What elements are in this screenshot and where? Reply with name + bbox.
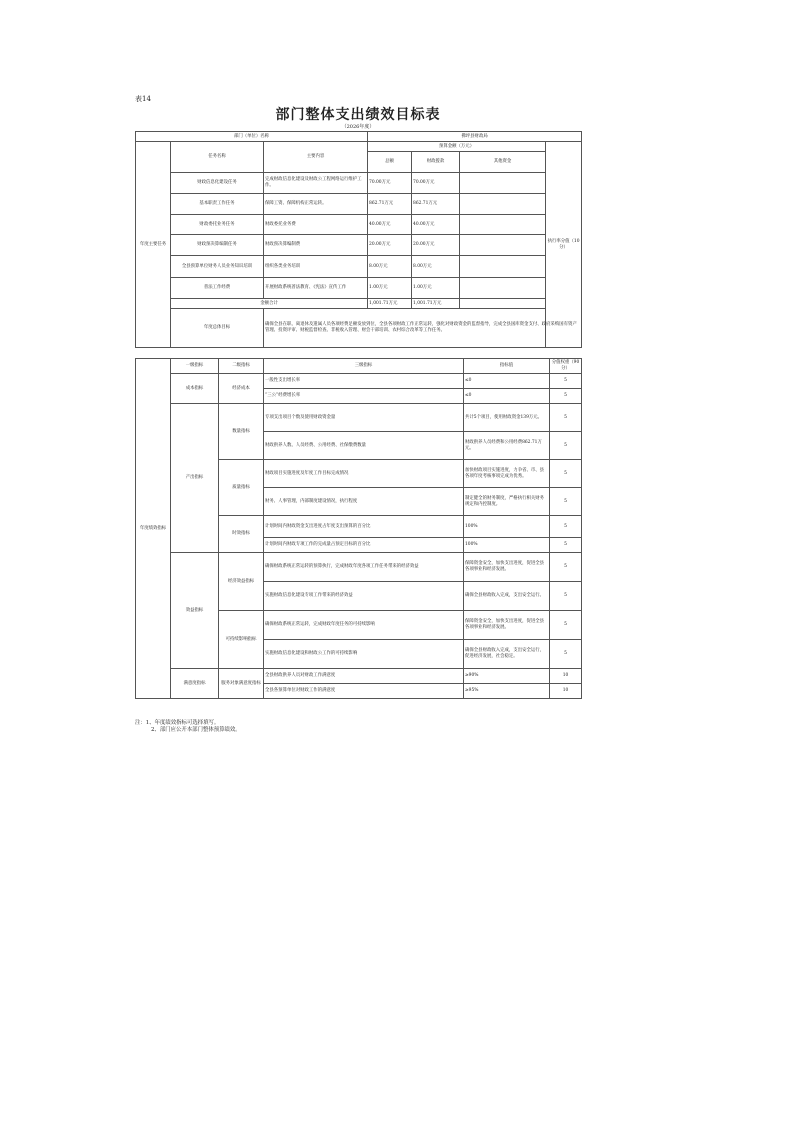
indicator-l3: 确保财政系统正常运转的预算执行，完成财政年度各项工作任务带来的经济效益 [264,553,464,582]
indicator-l3: 实施财政信息化建设专项工作带来的经济效益 [264,582,464,611]
goal-text: 确保全县在职、离退休及遗属人员各项经费足额发放到位，全县各项财政工作正常运转，强化对财政资金的监督指导，完成全县国库资金支付、政府采购国有资产管理、投资评审、财税监督检查、非税收入管理、财会干部培训、农村综合改革等工作任务。 [264,309,582,348]
task-total: 1.00万元 [368,278,412,299]
task-row [136,235,582,256]
dept-label: 部门（单位）名称 [136,132,368,142]
indicator-weight: 5 [550,611,582,640]
task-name: 财政信息化建设任务 [171,173,264,194]
page-title: 部门整体支出绩效目标表 [275,107,441,123]
indicator-value: 保障资金安全，加快支出进度，促进全县各项事业和经济发展。 [464,611,550,640]
task-other [460,235,546,256]
indicator-value: ≥90% [464,669,550,684]
sum-total: 1,001.71万元 [368,299,412,309]
budget-header: 预算金额（万元） [368,142,546,152]
footnotes [135,720,241,734]
indicator-value: 制定健全的财务制度，严格执行相关财务规定和内控制度。 [464,488,550,516]
header-level3: 三级指标 [264,359,464,374]
table-row [136,553,582,582]
header-level2: 二级指标 [219,359,264,374]
service-satisfaction-indicator: 服务对象满意度指标 [219,669,264,699]
indicator-weight: 5 [550,460,582,488]
indicator-value: 100% [464,516,550,538]
dept-value: 佛坪县财政局 [368,132,582,142]
indicator-l3: 计划时间内财政专项工作的完成量占预定目标的百分比 [264,538,464,553]
indicator-value: ≤0 [464,389,550,404]
task-name: 全县预算单位财务人员业务知识培训 [171,256,264,278]
task-name: 财政预决算编制任务 [171,235,264,256]
indicator-value: 100% [464,538,550,553]
task-other [460,278,546,299]
indicator-value: 确保全县财政收入完成，支出安全运行。 [464,582,550,611]
year-label: （2026年度） [341,124,375,130]
task-name: 普法工作经费 [171,278,264,299]
indicator-l3: 实施财政信息化建设和财政公工作的可持续影响 [264,640,464,669]
output-indicator: 产出指标 [171,404,219,553]
task-fiscal: 8.00万元 [412,256,460,278]
indicator-weight: 5 [550,553,582,582]
exec-rate-score: 执行率分值（10分） [546,142,582,348]
indicator-value: ≤0 [464,374,550,389]
sum-row [136,299,582,309]
task-fiscal: 1.00万元 [412,278,460,299]
indicator-value: 财政供养人员经费和公用经费862.71万元。 [464,432,550,460]
timeliness-indicator: 时效指标 [219,516,264,553]
indicator-weight: 5 [550,389,582,404]
indicator-value: 确保全县财政收入完成，支出安全运行，促进经济发展，社会稳定。 [464,640,550,669]
task-fiscal: 20.00万元 [412,235,460,256]
task-total: 20.00万元 [368,235,412,256]
indicator-l3: 财政项目实施进度及年度工作目标完成情况 [264,460,464,488]
task-total: 40.00万元 [368,215,412,235]
indicator-weight: 5 [550,404,582,432]
indicator-weight: 5 [550,640,582,669]
total-header: 总额 [368,152,412,173]
task-fiscal: 40.00万元 [412,215,460,235]
task-row [136,173,582,194]
indicator-weight: 5 [550,582,582,611]
task-name: 财政委托业务任务 [171,215,264,235]
indicator-l3: 一般性支出增长率 [264,374,464,389]
indicator-l3: 财务、人事管理，内部制度建设情况，执行程度 [264,488,464,516]
note-1: 注：1、年度绩效指标可选择填写。 [135,720,220,726]
sustain-indicator: 可持续影响指标 [219,611,264,669]
indicator-weight: 10 [550,684,582,699]
task-content: 保障工资、保障机构正常运转。 [264,194,368,215]
sum-other [460,299,546,309]
task-name-header: 任务名称 [171,142,264,173]
indicator-l3: 全县财政供养人员对财政工作满意度 [264,669,464,684]
indicator-l3: 财政供养人数、人员经费、公用经费、社保缴费数量 [264,432,464,460]
task-row [136,256,582,278]
tasks-row-label: 年度主要任务 [136,142,171,348]
task-other [460,173,546,194]
task-row [136,278,582,299]
indicator-weight: 5 [550,538,582,553]
task-total: 8.00万元 [368,256,412,278]
task-content: 财政预决算编制费 [264,235,368,256]
table-row [136,404,582,432]
header-value: 指标值 [464,359,550,374]
indicator-weight: 5 [550,488,582,516]
task-name: 基本职责工作任务 [171,194,264,215]
task-content: 完成财政信息化建设及财政公工程网络运行维护工作。 [264,173,368,194]
table-row [136,669,582,684]
indicator-l3: 全县各预算单位对财政工作的满意度 [264,684,464,699]
indicator-l3: “三公”经费增长率 [264,389,464,404]
task-total: 862.71万元 [368,194,412,215]
fiscal-header: 财政拨款 [412,152,460,173]
perf-label: 年度绩效指标 [136,359,171,699]
satisfaction-indicator: 满意度指标 [171,669,219,699]
sum-label: 金额合计 [171,299,368,309]
indicator-value: 保障资金安全，加快支出进度，促进全县各项事业和经济发展。 [464,553,550,582]
task-content-header: 主要内容 [264,142,368,173]
task-content: 开展财政系统普法教育、《宪法》宣传工作 [264,278,368,299]
indicator-value: 加快财政项目实施进度，力争省、市、县各项年度考核事项完成为优秀。 [464,460,550,488]
econ-cost: 经济成本 [219,374,264,404]
task-fiscal: 862.71万元 [412,194,460,215]
indicator-value: ≥95% [464,684,550,699]
tasks-table [135,131,582,348]
task-fiscal: 70.00万元 [412,173,460,194]
indicator-value: 共计5个项目，使用财政资金139万元。 [464,404,550,432]
task-content: 财政委托业务费 [264,215,368,235]
goal-label: 年度总体目标 [171,309,264,348]
benefit-indicator: 效益指标 [171,553,219,669]
indicator-weight: 5 [550,516,582,538]
task-content: 组织各类业务培训 [264,256,368,278]
task-row [136,215,582,235]
indicator-l3: 专项支出项目个数及使用财政资金量 [264,404,464,432]
table-row [136,374,582,389]
header-weight: 分值权重（90分） [550,359,582,374]
task-other [460,256,546,278]
quantity-indicator: 数量指标 [219,404,264,460]
sum-fiscal: 1,001.71万元 [412,299,460,309]
indicator-weight: 5 [550,374,582,389]
task-other [460,194,546,215]
other-header: 其他资金 [460,152,546,173]
performance-table [135,358,582,699]
indicator-l3: 确保财政系统正常运转，完成财政年度任务的可持续影响 [264,611,464,640]
note-2: 2、部门应公开本部门整体预算绩效。 [151,727,241,733]
quality-indicator: 质量指标 [219,460,264,516]
econ-benefit-indicator: 经济效益指标 [219,553,264,611]
indicator-weight: 5 [550,432,582,460]
task-row [136,194,582,215]
task-total: 70.00万元 [368,173,412,194]
table-number: 表14 [135,95,151,103]
task-other [460,215,546,235]
header-level1: 一级指标 [171,359,219,374]
cost-indicator: 成本指标 [171,374,219,404]
indicator-l3: 计划时间内财政资金支出进度占年度支出预算的百分比 [264,516,464,538]
indicator-weight: 10 [550,669,582,684]
